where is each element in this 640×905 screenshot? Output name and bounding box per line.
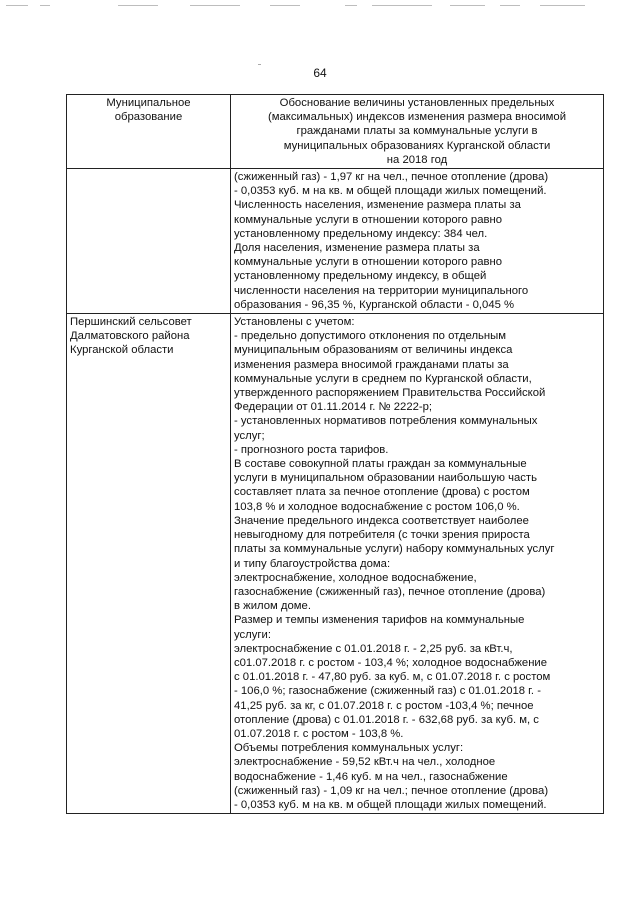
- text-line: Федерации от 01.11.2014 г. № 2222-р;: [234, 401, 433, 414]
- row2-municipality: [67, 314, 231, 814]
- text-line: коммунальные услуги в отношении которого равно: [234, 213, 503, 226]
- row1-justification: [231, 169, 604, 314]
- text-line: В составе совокупной платы граждан за коммунальные: [234, 458, 527, 471]
- header-justification: [231, 95, 604, 169]
- text-line: численности населения на территории муниципального: [234, 284, 529, 297]
- text-line: 41,25 руб. за кг, с 01.07.2018 г. с ростом -103,4 %; печное: [234, 699, 534, 712]
- text-line: коммунальные услуги в среднем по Курганской области,: [234, 372, 532, 385]
- header-municipality: [67, 95, 231, 169]
- scan-speck: [258, 64, 261, 65]
- row1-municipality: [67, 169, 231, 314]
- text-line: (сжиженный газ) - 1,09 кг на чел.; печное отопление (дрова): [234, 784, 549, 797]
- text-line: составляет плата за печное отопление (дрова) с ростом: [234, 486, 530, 499]
- header-col1-line: образование: [114, 111, 183, 124]
- text-line: муниципальным образованиям от величины индекса: [234, 344, 513, 357]
- tariff-justification-table: [66, 94, 604, 814]
- text-line: с 01.01.2018 г. - 47,80 руб. за куб. м, с 01.07.2018 г. с ростом: [234, 671, 551, 684]
- text-line: Установлены с учетом:: [234, 316, 355, 329]
- text-line: услуг;: [234, 429, 265, 442]
- header-col2-line: на 2018 год: [386, 153, 448, 166]
- municipality-line: Курганской области: [70, 344, 174, 357]
- header-col1-line: Муниципальное: [106, 97, 191, 109]
- text-line: водоснабжение - 1,46 куб. м на чел., газоснабжение: [234, 770, 508, 783]
- text-line: электроснабжение - 59,52 кВт.ч на чел., холодное: [234, 756, 496, 769]
- text-line: - 0,0353 куб. м на кв. м общей площади жилых помещений.: [234, 798, 547, 811]
- text-line: установленному предельному индексу, в общей: [234, 270, 487, 283]
- text-line: 103,8 % и холодное водоснабжение с ростом 106,0 %.: [234, 500, 520, 513]
- text-line: Значение предельного индекса соответствует наиболее: [234, 514, 529, 527]
- text-line: изменения размера вносимой гражданами платы за: [234, 358, 509, 371]
- text-line: Размер и темпы изменения тарифов на коммунальные: [234, 614, 525, 627]
- text-line: Доля населения, изменение размера платы за: [234, 242, 480, 255]
- text-line: невыгодному для потребителя (с точки зрения прироста: [234, 529, 530, 542]
- page-number: 64: [313, 66, 327, 80]
- text-line: электроснабжение, холодное водоснабжение,: [234, 571, 477, 584]
- municipality-line: Першинский сельсовет: [70, 316, 192, 329]
- header-col2-line: Обоснование величины установленных предельных: [279, 97, 555, 109]
- text-line: платы за коммунальные услуги) набору коммунальных услуг: [234, 543, 555, 556]
- header-col2-line: гражданами платы за коммунальные услуги в: [296, 125, 538, 138]
- text-line: с01.07.2018 г. с ростом - 103,4 %; холодное водоснабжение: [234, 656, 548, 669]
- scan-artifact: [0, 0, 640, 16]
- table-row: [67, 169, 604, 314]
- text-line: - 106,0 %; газоснабжение (сжиженный газ) с 01.01.2018 г. -: [234, 685, 541, 698]
- text-line: - установленных нормативов потребления коммунальных: [234, 415, 538, 428]
- text-line: услуги:: [234, 628, 271, 641]
- text-line: 01.07.2018 г. с ростом - 103,8 %.: [234, 727, 404, 740]
- text-line: - 0,0353 куб. м на кв. м общей площади жилых помещений.: [234, 185, 547, 198]
- table-row: [67, 314, 604, 814]
- text-line: утвержденного распоряжением Правительства Российской: [234, 387, 546, 400]
- text-line: услуги в муниципальном образовании наибольшую часть: [234, 472, 537, 485]
- text-line: Объемы потребления коммунальных услуг:: [234, 742, 464, 755]
- text-line: установленному предельному индексу: 384 чел.: [234, 227, 488, 240]
- header-col2-line: (максимальных) индексов изменения размера вносимой: [267, 111, 567, 124]
- text-line: - прогнозного роста тарифов.: [234, 443, 389, 456]
- text-line: коммунальные услуги в отношении которого равно: [234, 256, 503, 269]
- text-line: газоснабжение (сжиженный газ), печное отопление (дрова): [234, 585, 546, 598]
- table-header-row: [67, 95, 604, 169]
- row2-justification: [231, 314, 604, 814]
- header-col2-line: муниципальных образованиях Курганской области: [283, 139, 551, 152]
- municipality-line: Далматовского района: [70, 330, 190, 343]
- text-line: и типу благоустройства дома:: [234, 557, 391, 570]
- text-line: в жилом доме.: [234, 600, 311, 613]
- text-line: образования - 96,35 %, Курганской области - 0,045 %: [234, 298, 515, 311]
- text-line: Численность населения, изменение размера платы за: [234, 199, 521, 212]
- text-line: (сжиженный газ) - 1,97 кг на чел., печное отопление (дрова): [234, 171, 549, 184]
- text-line: - предельно допустимого отклонения по отдельным: [234, 330, 507, 343]
- text-line: отопление (дрова) с 01.01.2018 г. - 632,68 руб. за куб. м, с: [234, 713, 539, 726]
- text-line: электроснабжение с 01.01.2018 г. - 2,25 руб. за кВт.ч,: [234, 642, 513, 655]
